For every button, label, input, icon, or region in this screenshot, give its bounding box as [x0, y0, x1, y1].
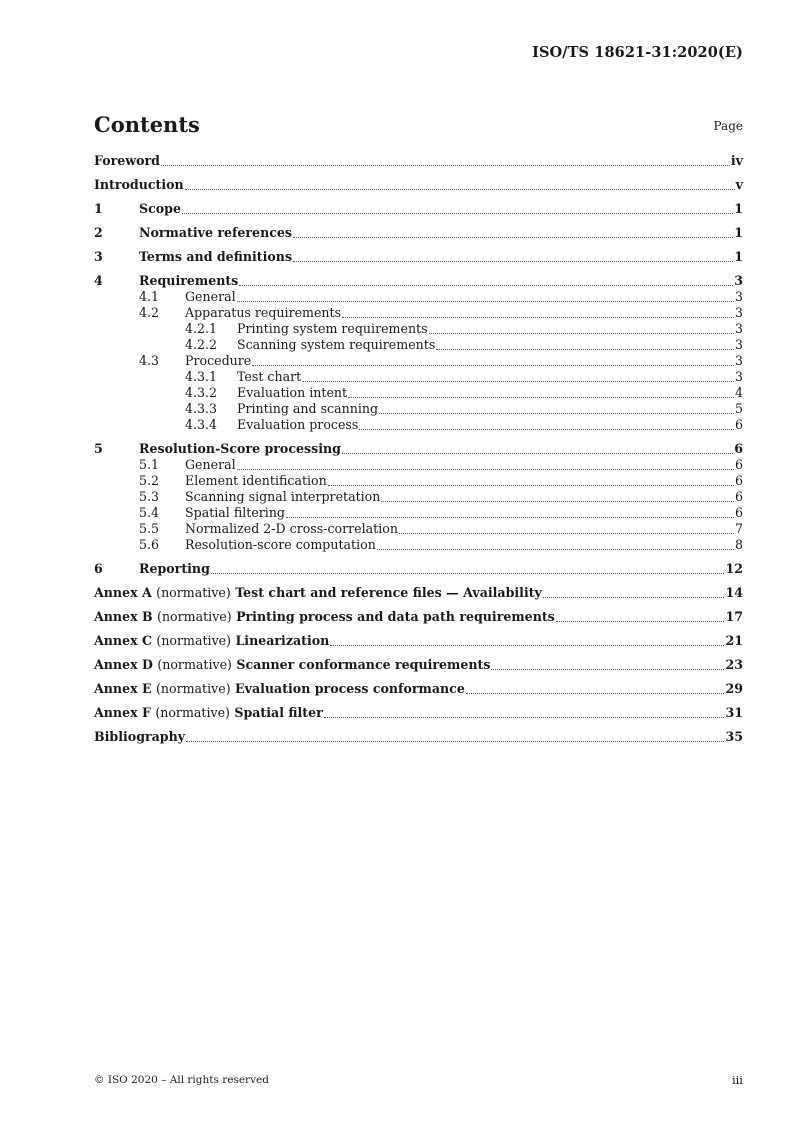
- toc-entry-number: 2: [94, 225, 103, 240]
- toc-entry-page: 31: [725, 705, 743, 720]
- dot-leader: [286, 516, 734, 518]
- toc-entry-page: 23: [725, 657, 743, 672]
- dot-leader: [429, 332, 734, 334]
- toc-entry[interactable]: [94, 353, 743, 369]
- toc-entry-page: 3: [734, 273, 743, 288]
- dot-leader: [543, 596, 725, 598]
- toc-entry-title: [94, 705, 323, 721]
- toc-entry[interactable]: [94, 337, 743, 353]
- toc-entry-title: Resolution-Score processing: [139, 441, 341, 456]
- toc-entry-title: [94, 681, 465, 697]
- dot-leader: [237, 300, 734, 302]
- dot-leader: [491, 668, 724, 670]
- toc-entry-page: 6: [734, 441, 743, 456]
- toc-entry-number: 5.1: [139, 457, 160, 472]
- annex-type-note: (normative): [156, 585, 231, 600]
- toc-entry-page: 3: [734, 337, 743, 352]
- toc-entry[interactable]: [94, 521, 743, 537]
- toc-entry-title: Apparatus requirements: [185, 305, 342, 320]
- toc-entry-page: 6: [734, 457, 743, 472]
- toc-entry[interactable]: [94, 561, 743, 577]
- toc-entry-page: 6: [734, 417, 743, 432]
- annex-title: Printing process and data path requirements: [236, 609, 555, 624]
- dot-leader: [379, 412, 734, 414]
- toc-entry[interactable]: [94, 321, 743, 337]
- toc-entry[interactable]: [94, 289, 743, 305]
- toc-entry-title: Evaluation process: [237, 417, 359, 432]
- annex-title: Scanner conformance requirements: [236, 657, 491, 672]
- contents-heading: Contents: [94, 112, 200, 137]
- dot-leader: [239, 284, 733, 286]
- toc-entry-page: 17: [725, 609, 743, 624]
- toc-entry[interactable]: [94, 177, 743, 193]
- toc-entry[interactable]: [94, 385, 743, 401]
- toc-entry-title: Scope: [139, 201, 181, 216]
- toc-entry[interactable]: [94, 705, 743, 721]
- toc-entry[interactable]: [94, 153, 743, 169]
- toc-entry-number: 5.3: [139, 489, 160, 504]
- toc-entry-number: 5.2: [139, 473, 160, 488]
- toc-entry[interactable]: [94, 489, 743, 505]
- dot-leader: [348, 396, 734, 398]
- toc-entry[interactable]: [94, 305, 743, 321]
- annex-label: Annex A: [94, 585, 152, 600]
- dot-leader: [293, 236, 733, 238]
- toc-entry-page: 5: [734, 401, 743, 416]
- toc-entry-number: 5: [94, 441, 103, 456]
- toc-entry-number: 4.3.3: [185, 401, 218, 416]
- toc-entry[interactable]: [94, 249, 743, 265]
- toc-entry[interactable]: [94, 585, 743, 601]
- toc-entry[interactable]: [94, 729, 743, 745]
- dot-leader: [293, 260, 733, 262]
- toc-entry-title: Spatial filtering: [185, 505, 285, 520]
- toc-entry[interactable]: [94, 417, 743, 433]
- dot-leader: [185, 188, 735, 190]
- toc-entry-page: 1: [734, 225, 743, 240]
- toc-entry-title: Evaluation intent: [237, 385, 348, 400]
- toc-entry-number: 5.4: [139, 505, 160, 520]
- annex-label: Annex E: [94, 681, 152, 696]
- toc-entry-title: [94, 585, 542, 601]
- toc-entry[interactable]: [94, 681, 743, 697]
- toc-entry-number: 5.6: [139, 537, 160, 552]
- toc-entry-number: 4.2.1: [185, 321, 218, 336]
- toc-entry[interactable]: [94, 657, 743, 673]
- toc-entry-title: Normalized 2-D cross-correlation: [185, 521, 398, 536]
- dot-leader: [324, 716, 725, 718]
- document-id-header: ISO/TS 18621-31:2020(E): [532, 44, 743, 61]
- toc-entry[interactable]: [94, 401, 743, 417]
- annex-type-note: (normative): [155, 705, 230, 720]
- toc-entry[interactable]: [94, 505, 743, 521]
- toc-entry-page: 21: [725, 633, 743, 648]
- annex-title: Evaluation process conformance: [235, 681, 465, 696]
- annex-type-note: (normative): [157, 657, 232, 672]
- annex-type-note: (normative): [155, 681, 231, 696]
- toc-entry-page: 3: [734, 353, 743, 368]
- annex-type-note: (normative): [156, 633, 232, 648]
- annex-title: Test chart and reference files — Availability: [235, 585, 542, 600]
- toc-entry-page: 35: [725, 729, 743, 744]
- dot-leader: [466, 692, 725, 694]
- dot-leader: [302, 380, 734, 382]
- dot-leader: [342, 452, 733, 454]
- toc-entry[interactable]: [94, 201, 743, 217]
- toc-entry-number: 3: [94, 249, 103, 264]
- toc-entry-title: General: [185, 457, 236, 472]
- toc-entry-number: 5.5: [139, 521, 160, 536]
- toc-entry-number: 6: [94, 561, 103, 576]
- dot-leader: [182, 212, 733, 214]
- toc-entry-number: 4.3.1: [185, 369, 218, 384]
- toc-entry-title: Element identification: [185, 473, 327, 488]
- toc-entry-page: 8: [734, 537, 743, 552]
- toc-entry-title: [94, 609, 555, 625]
- toc-entry-title: Printing system requirements: [237, 321, 428, 336]
- toc-entry-page: 3: [734, 321, 743, 336]
- toc-entry-page: 3: [734, 369, 743, 384]
- toc-entry-title: [94, 657, 490, 673]
- toc-entry-title: Bibliography: [94, 729, 186, 744]
- toc-entry[interactable]: [94, 457, 743, 473]
- dot-leader: [377, 548, 734, 550]
- toc-entry-number: 4.1: [139, 289, 160, 304]
- annex-label: Annex D: [94, 657, 153, 672]
- toc-entry-title: Scanning system requirements: [237, 337, 436, 352]
- toc-entry-number: 4.2.2: [185, 337, 218, 352]
- toc-entry-number: 4.3: [139, 353, 160, 368]
- toc-entry-title: Procedure: [185, 353, 252, 368]
- dot-leader: [381, 500, 734, 502]
- toc-entry-page: 1: [734, 249, 743, 264]
- toc-entry-page: 7: [734, 521, 743, 536]
- toc-entry[interactable]: [94, 369, 743, 385]
- toc-entry-title: Reporting: [139, 561, 210, 576]
- copyright-footer: © ISO 2020 – All rights reserved: [94, 1074, 269, 1086]
- toc-entry-title: Printing and scanning: [237, 401, 379, 416]
- toc-entry-page: iv: [730, 153, 743, 168]
- toc-entry-title: [94, 633, 329, 649]
- toc-entry-page: v: [735, 177, 743, 192]
- toc-entry-title: Resolution-score computation: [185, 537, 376, 552]
- dot-leader: [330, 644, 724, 646]
- toc-entry[interactable]: [94, 441, 743, 457]
- toc-entry-page: 3: [734, 289, 743, 304]
- toc-entry-title: Normative references: [139, 225, 293, 240]
- dot-leader: [186, 740, 724, 742]
- toc-entry-number: 4.3.4: [185, 417, 218, 432]
- toc-entry-title: Scanning signal interpretation: [185, 489, 381, 504]
- annex-title: Spatial filter: [234, 705, 323, 720]
- toc-entry-title: Introduction: [94, 177, 184, 192]
- toc-entry-number: 4.3.2: [185, 385, 218, 400]
- annex-label: Annex F: [94, 705, 151, 720]
- dot-leader: [161, 164, 730, 166]
- toc-entry-number: 1: [94, 201, 103, 216]
- toc-entry-title: Foreword: [94, 153, 160, 168]
- dot-leader: [556, 620, 725, 622]
- toc-entry-number: 4.2: [139, 305, 160, 320]
- toc-entry-page: 4: [734, 385, 743, 400]
- dot-leader: [237, 468, 734, 470]
- toc-entry-page: 6: [734, 489, 743, 504]
- toc-entry-page: 6: [734, 473, 743, 488]
- toc-entry[interactable]: [94, 633, 743, 649]
- toc-entry[interactable]: [94, 609, 743, 625]
- toc-entry-page: 12: [725, 561, 743, 576]
- page-column-label: Page: [713, 119, 743, 133]
- dot-leader: [211, 572, 725, 574]
- toc-entry-title: Terms and definitions: [139, 249, 293, 264]
- toc-entry[interactable]: [94, 537, 743, 553]
- toc-entry-page: 29: [725, 681, 743, 696]
- toc-entry[interactable]: [94, 225, 743, 241]
- annex-label: Annex C: [94, 633, 153, 648]
- toc-entry-page: 14: [725, 585, 743, 600]
- dot-leader: [359, 428, 734, 430]
- dot-leader: [399, 532, 734, 534]
- dot-leader: [342, 316, 734, 318]
- toc-entry-number: 4: [94, 273, 103, 288]
- toc-entry-title: Test chart: [237, 369, 302, 384]
- dot-leader: [252, 364, 734, 366]
- toc-entry-page: 3: [734, 305, 743, 320]
- annex-label: Annex B: [94, 609, 153, 624]
- toc-entry-page: 6: [734, 505, 743, 520]
- table-of-contents: [94, 153, 743, 745]
- dot-leader: [436, 348, 734, 350]
- toc-entry[interactable]: [94, 473, 743, 489]
- toc-entry-title: General: [185, 289, 236, 304]
- toc-entry[interactable]: [94, 273, 743, 289]
- toc-entry-page: 1: [734, 201, 743, 216]
- annex-title: Linearization: [235, 633, 330, 648]
- dot-leader: [328, 484, 734, 486]
- toc-entry-title: Requirements: [139, 273, 239, 288]
- page-number: iii: [731, 1073, 743, 1087]
- annex-type-note: (normative): [157, 609, 232, 624]
